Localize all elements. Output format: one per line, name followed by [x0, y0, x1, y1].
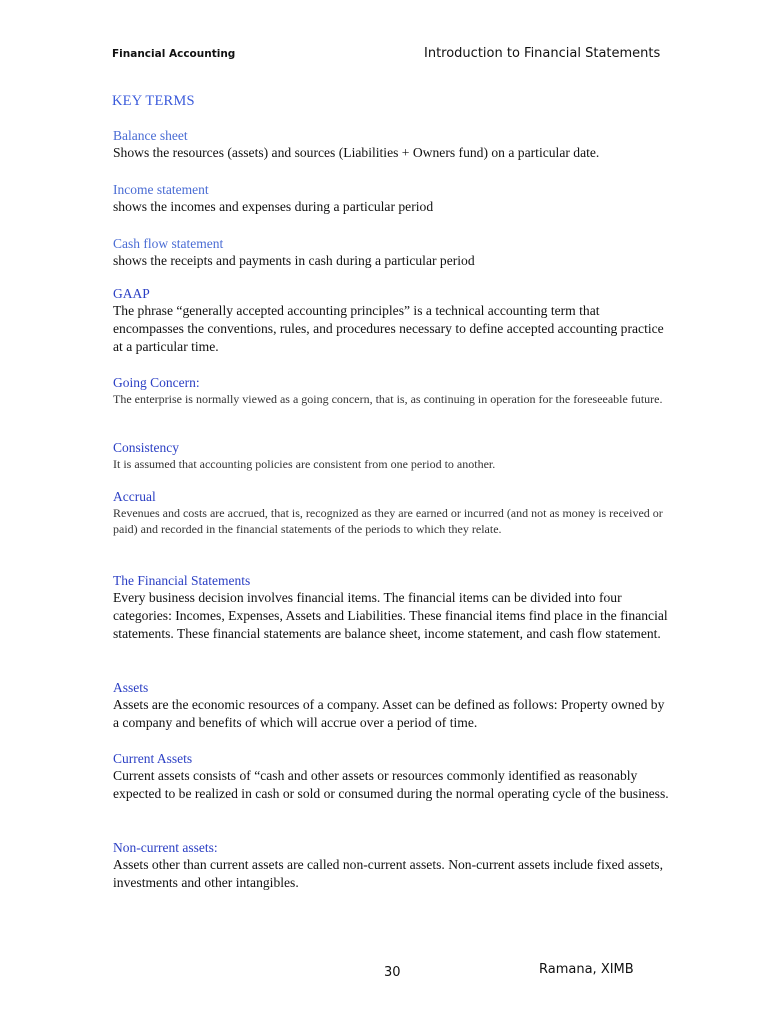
term-title: Current Assets	[113, 751, 193, 766]
page-number: 30	[384, 965, 401, 980]
running-header-left: Financial Accounting	[112, 48, 236, 60]
term-income-statement	[113, 181, 673, 216]
term-definition: Shows the resources (assets) and sources (Liabilities + Owners fund) on a particular date.	[113, 145, 600, 160]
term-cash-flow-statement	[113, 235, 673, 270]
term-definition: Every business decision involves financial items. The financial items can be divided into four categories: Incomes, Expenses, Assets and Liabilities. These financial items find place in the financial statements. These financial statements are balance sheet, income statement, and cash flow statement.	[113, 590, 668, 641]
term-gaap	[113, 285, 673, 356]
footer-author: Ramana, XIMB	[539, 962, 634, 977]
term-title: Cash flow statement	[113, 236, 224, 251]
term-financial-statements	[113, 572, 673, 643]
term-title: GAAP	[113, 286, 150, 301]
term-consistency	[113, 439, 673, 472]
term-definition: shows the receipts and payments in cash during a particular period	[113, 253, 475, 268]
term-title: Balance sheet	[113, 128, 188, 143]
term-definition: The phrase “generally accepted accounting principles” is a technical accounting term that encompasses the conventions, rules, and procedures necessary to define accepted accounting practice at a particular time.	[113, 303, 664, 354]
term-title: Assets	[113, 680, 149, 695]
term-title: Consistency	[113, 440, 179, 455]
term-definition: The enterprise is normally viewed as a going concern, that is, as continuing in operation for the foreseeable future.	[113, 392, 663, 406]
term-title: Non-current assets:	[113, 840, 218, 855]
term-definition: Assets are the economic resources of a company. Asset can be defined as follows: Property owned by a company and benefits of which will accrue over a period of time.	[113, 697, 665, 730]
term-non-current-assets	[113, 839, 673, 892]
term-title: Income statement	[113, 182, 209, 197]
term-accrual	[113, 488, 673, 537]
term-going-concern	[113, 374, 673, 407]
term-definition: Current assets consists of “cash and other assets or resources commonly identified as reasonably expected to be realized in cash or sold or consumed during the normal operating cycle of the business.	[113, 768, 669, 801]
section-heading: KEY TERMS	[112, 93, 195, 109]
term-current-assets	[113, 750, 673, 803]
term-definition: Assets other than current assets are called non-current assets. Non-current assets include fixed assets, investments and other intangibles.	[113, 857, 663, 890]
term-title: Accrual	[113, 489, 156, 504]
term-balance-sheet	[113, 127, 673, 162]
term-title: The Financial Statements	[113, 573, 251, 588]
term-assets	[113, 679, 673, 732]
term-title: Going Concern:	[113, 375, 200, 390]
term-definition: It is assumed that accounting policies are consistent from one period to another.	[113, 457, 496, 471]
running-header-right: Introduction to Financial Statements	[424, 46, 661, 61]
term-definition: Revenues and costs are accrued, that is, recognized as they are earned or incurred (and not as money is received or paid) and recorded in the financial statements of the periods to which they relate.	[113, 506, 663, 536]
term-definition: shows the incomes and expenses during a particular period	[113, 199, 434, 214]
